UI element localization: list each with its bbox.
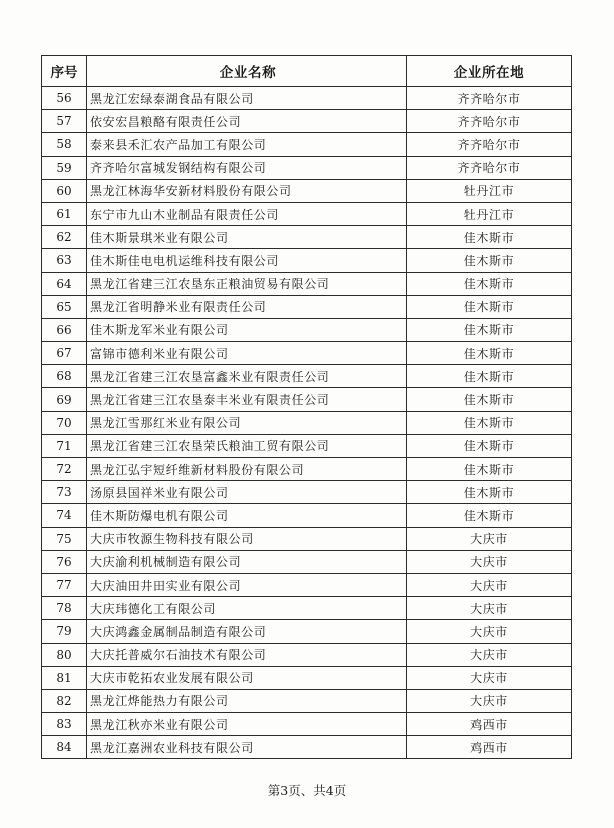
row-enterprise-location: 鸡西市: [407, 713, 572, 736]
row-enterprise-name: 佳木斯防爆电机有限公司: [87, 504, 407, 527]
row-enterprise-location: 佳木斯市: [407, 481, 572, 504]
table-row: [42, 550, 572, 573]
row-enterprise-name: 黑龙江林海华安新材料股份有限公司: [87, 179, 407, 202]
row-serial-number: 63: [42, 249, 87, 272]
table-row: [42, 666, 572, 689]
table-row: [42, 365, 572, 388]
header-serial-number: 序号: [42, 56, 87, 87]
table-row: [42, 458, 572, 481]
row-serial-number: 70: [42, 411, 87, 434]
table-row: [42, 156, 572, 179]
table-header-row: [42, 56, 572, 87]
row-enterprise-name: 黑龙江宏绿泰湖食品有限公司: [87, 87, 407, 110]
row-enterprise-location: 齐齐哈尔市: [407, 133, 572, 156]
row-enterprise-location: 大庆市: [407, 620, 572, 643]
table-row: [42, 434, 572, 457]
row-enterprise-location: 大庆市: [407, 573, 572, 596]
row-enterprise-name: 黑龙江省建三江农垦东正粮油贸易有限公司: [87, 272, 407, 295]
table-row: [42, 713, 572, 736]
row-enterprise-name: 齐齐哈尔富城发钢结构有限公司: [87, 156, 407, 179]
row-enterprise-location: 佳木斯市: [407, 249, 572, 272]
row-enterprise-name: 大庆渝利机械制造有限公司: [87, 550, 407, 573]
row-enterprise-location: 佳木斯市: [407, 226, 572, 249]
row-enterprise-name: 泰来县禾汇农产品加工有限公司: [87, 133, 407, 156]
row-serial-number: 67: [42, 342, 87, 365]
row-enterprise-name: 汤原县国祥米业有限公司: [87, 481, 407, 504]
row-enterprise-location: 佳木斯市: [407, 434, 572, 457]
row-enterprise-location: 齐齐哈尔市: [407, 156, 572, 179]
table-row: [42, 620, 572, 643]
table-row: [42, 226, 572, 249]
table-row: [42, 411, 572, 434]
row-serial-number: 80: [42, 643, 87, 666]
row-enterprise-location: 牡丹江市: [407, 179, 572, 202]
row-enterprise-name: 依安宏昌粮酪有限责任公司: [87, 110, 407, 133]
row-serial-number: 73: [42, 481, 87, 504]
row-enterprise-location: 佳木斯市: [407, 504, 572, 527]
row-enterprise-location: 佳木斯市: [407, 272, 572, 295]
table-row: [42, 504, 572, 527]
row-enterprise-name: 东宁市九山木业制品有限责任公司: [87, 202, 407, 225]
row-serial-number: 59: [42, 156, 87, 179]
row-enterprise-location: 鸡西市: [407, 736, 572, 759]
table-row: [42, 249, 572, 272]
row-enterprise-name: 大庆玮德化工有限公司: [87, 597, 407, 620]
table-row: [42, 202, 572, 225]
row-serial-number: 61: [42, 202, 87, 225]
header-enterprise-name: 企业名称: [87, 56, 407, 87]
table-row: [42, 643, 572, 666]
row-enterprise-name: 大庆托普威尔石油技术有限公司: [87, 643, 407, 666]
row-serial-number: 68: [42, 365, 87, 388]
row-enterprise-name: 黑龙江雪那红米业有限公司: [87, 411, 407, 434]
row-enterprise-location: 齐齐哈尔市: [407, 87, 572, 110]
row-enterprise-location: 大庆市: [407, 666, 572, 689]
row-serial-number: 65: [42, 295, 87, 318]
row-enterprise-name: 大庆市牧源生物科技有限公司: [87, 527, 407, 550]
table-row: [42, 295, 572, 318]
table-row: [42, 179, 572, 202]
row-serial-number: 69: [42, 388, 87, 411]
row-enterprise-name: 大庆油田井田实业有限公司: [87, 573, 407, 596]
row-enterprise-location: 佳木斯市: [407, 411, 572, 434]
row-enterprise-location: 佳木斯市: [407, 365, 572, 388]
table-row: [42, 342, 572, 365]
table-body: [42, 87, 572, 759]
header-enterprise-location: 企业所在地: [407, 56, 572, 87]
row-enterprise-location: 佳木斯市: [407, 295, 572, 318]
row-enterprise-location: 佳木斯市: [407, 318, 572, 341]
row-enterprise-name: 黑龙江省明静米业有限责任公司: [87, 295, 407, 318]
table-row: [42, 133, 572, 156]
table-row: [42, 318, 572, 341]
row-enterprise-name: 黑龙江省建三江农垦富鑫米业有限责任公司: [87, 365, 407, 388]
table-row: [42, 87, 572, 110]
row-enterprise-name: 黑龙江弘宇短纤维新材料股份有限公司: [87, 458, 407, 481]
row-serial-number: 56: [42, 87, 87, 110]
row-enterprise-location: 大庆市: [407, 643, 572, 666]
table-row: [42, 527, 572, 550]
row-serial-number: 76: [42, 550, 87, 573]
row-enterprise-name: 黑龙江烨能热力有限公司: [87, 689, 407, 712]
row-serial-number: 66: [42, 318, 87, 341]
row-enterprise-name: 佳木斯景琪米业有限公司: [87, 226, 407, 249]
row-serial-number: 62: [42, 226, 87, 249]
row-enterprise-location: 大庆市: [407, 527, 572, 550]
row-enterprise-name: 黑龙江省建三江农垦泰丰米业有限责任公司: [87, 388, 407, 411]
row-serial-number: 57: [42, 110, 87, 133]
row-enterprise-location: 齐齐哈尔市: [407, 110, 572, 133]
row-enterprise-location: 牡丹江市: [407, 202, 572, 225]
row-enterprise-name: 黑龙江秋亦米业有限公司: [87, 713, 407, 736]
row-serial-number: 60: [42, 179, 87, 202]
row-serial-number: 71: [42, 434, 87, 457]
row-enterprise-location: 佳木斯市: [407, 388, 572, 411]
row-enterprise-name: 黑龙江省建三江农垦荣氏粮油工贸有限公司: [87, 434, 407, 457]
row-enterprise-name: 大庆市乾拓农业发展有限公司: [87, 666, 407, 689]
row-enterprise-location: 大庆市: [407, 597, 572, 620]
enterprise-table: [41, 55, 572, 759]
row-enterprise-name: 佳木斯龙军米业有限公司: [87, 318, 407, 341]
row-serial-number: 81: [42, 666, 87, 689]
page-footer: 第3页、共4页: [267, 783, 347, 798]
table-row: [42, 573, 572, 596]
row-serial-number: 79: [42, 620, 87, 643]
row-enterprise-name: 富锦市德利米业有限公司: [87, 342, 407, 365]
row-serial-number: 64: [42, 272, 87, 295]
row-enterprise-location: 大庆市: [407, 550, 572, 573]
table-row: [42, 272, 572, 295]
row-serial-number: 78: [42, 597, 87, 620]
row-serial-number: 75: [42, 527, 87, 550]
row-serial-number: 83: [42, 713, 87, 736]
row-serial-number: 74: [42, 504, 87, 527]
table-row: [42, 110, 572, 133]
row-enterprise-location: 大庆市: [407, 689, 572, 712]
table-row: [42, 388, 572, 411]
row-serial-number: 84: [42, 736, 87, 759]
row-serial-number: 77: [42, 573, 87, 596]
row-enterprise-name: 黑龙江嘉洲农业科技有限公司: [87, 736, 407, 759]
row-enterprise-name: 大庆鸿鑫金属制品制造有限公司: [87, 620, 407, 643]
row-serial-number: 72: [42, 458, 87, 481]
table-row: [42, 736, 572, 759]
row-enterprise-location: 佳木斯市: [407, 342, 572, 365]
row-enterprise-name: 佳木斯佳电电机运维科技有限公司: [87, 249, 407, 272]
row-serial-number: 58: [42, 133, 87, 156]
table-row: [42, 597, 572, 620]
row-serial-number: 82: [42, 689, 87, 712]
row-enterprise-location: 佳木斯市: [407, 458, 572, 481]
table-row: [42, 481, 572, 504]
table-row: [42, 689, 572, 712]
